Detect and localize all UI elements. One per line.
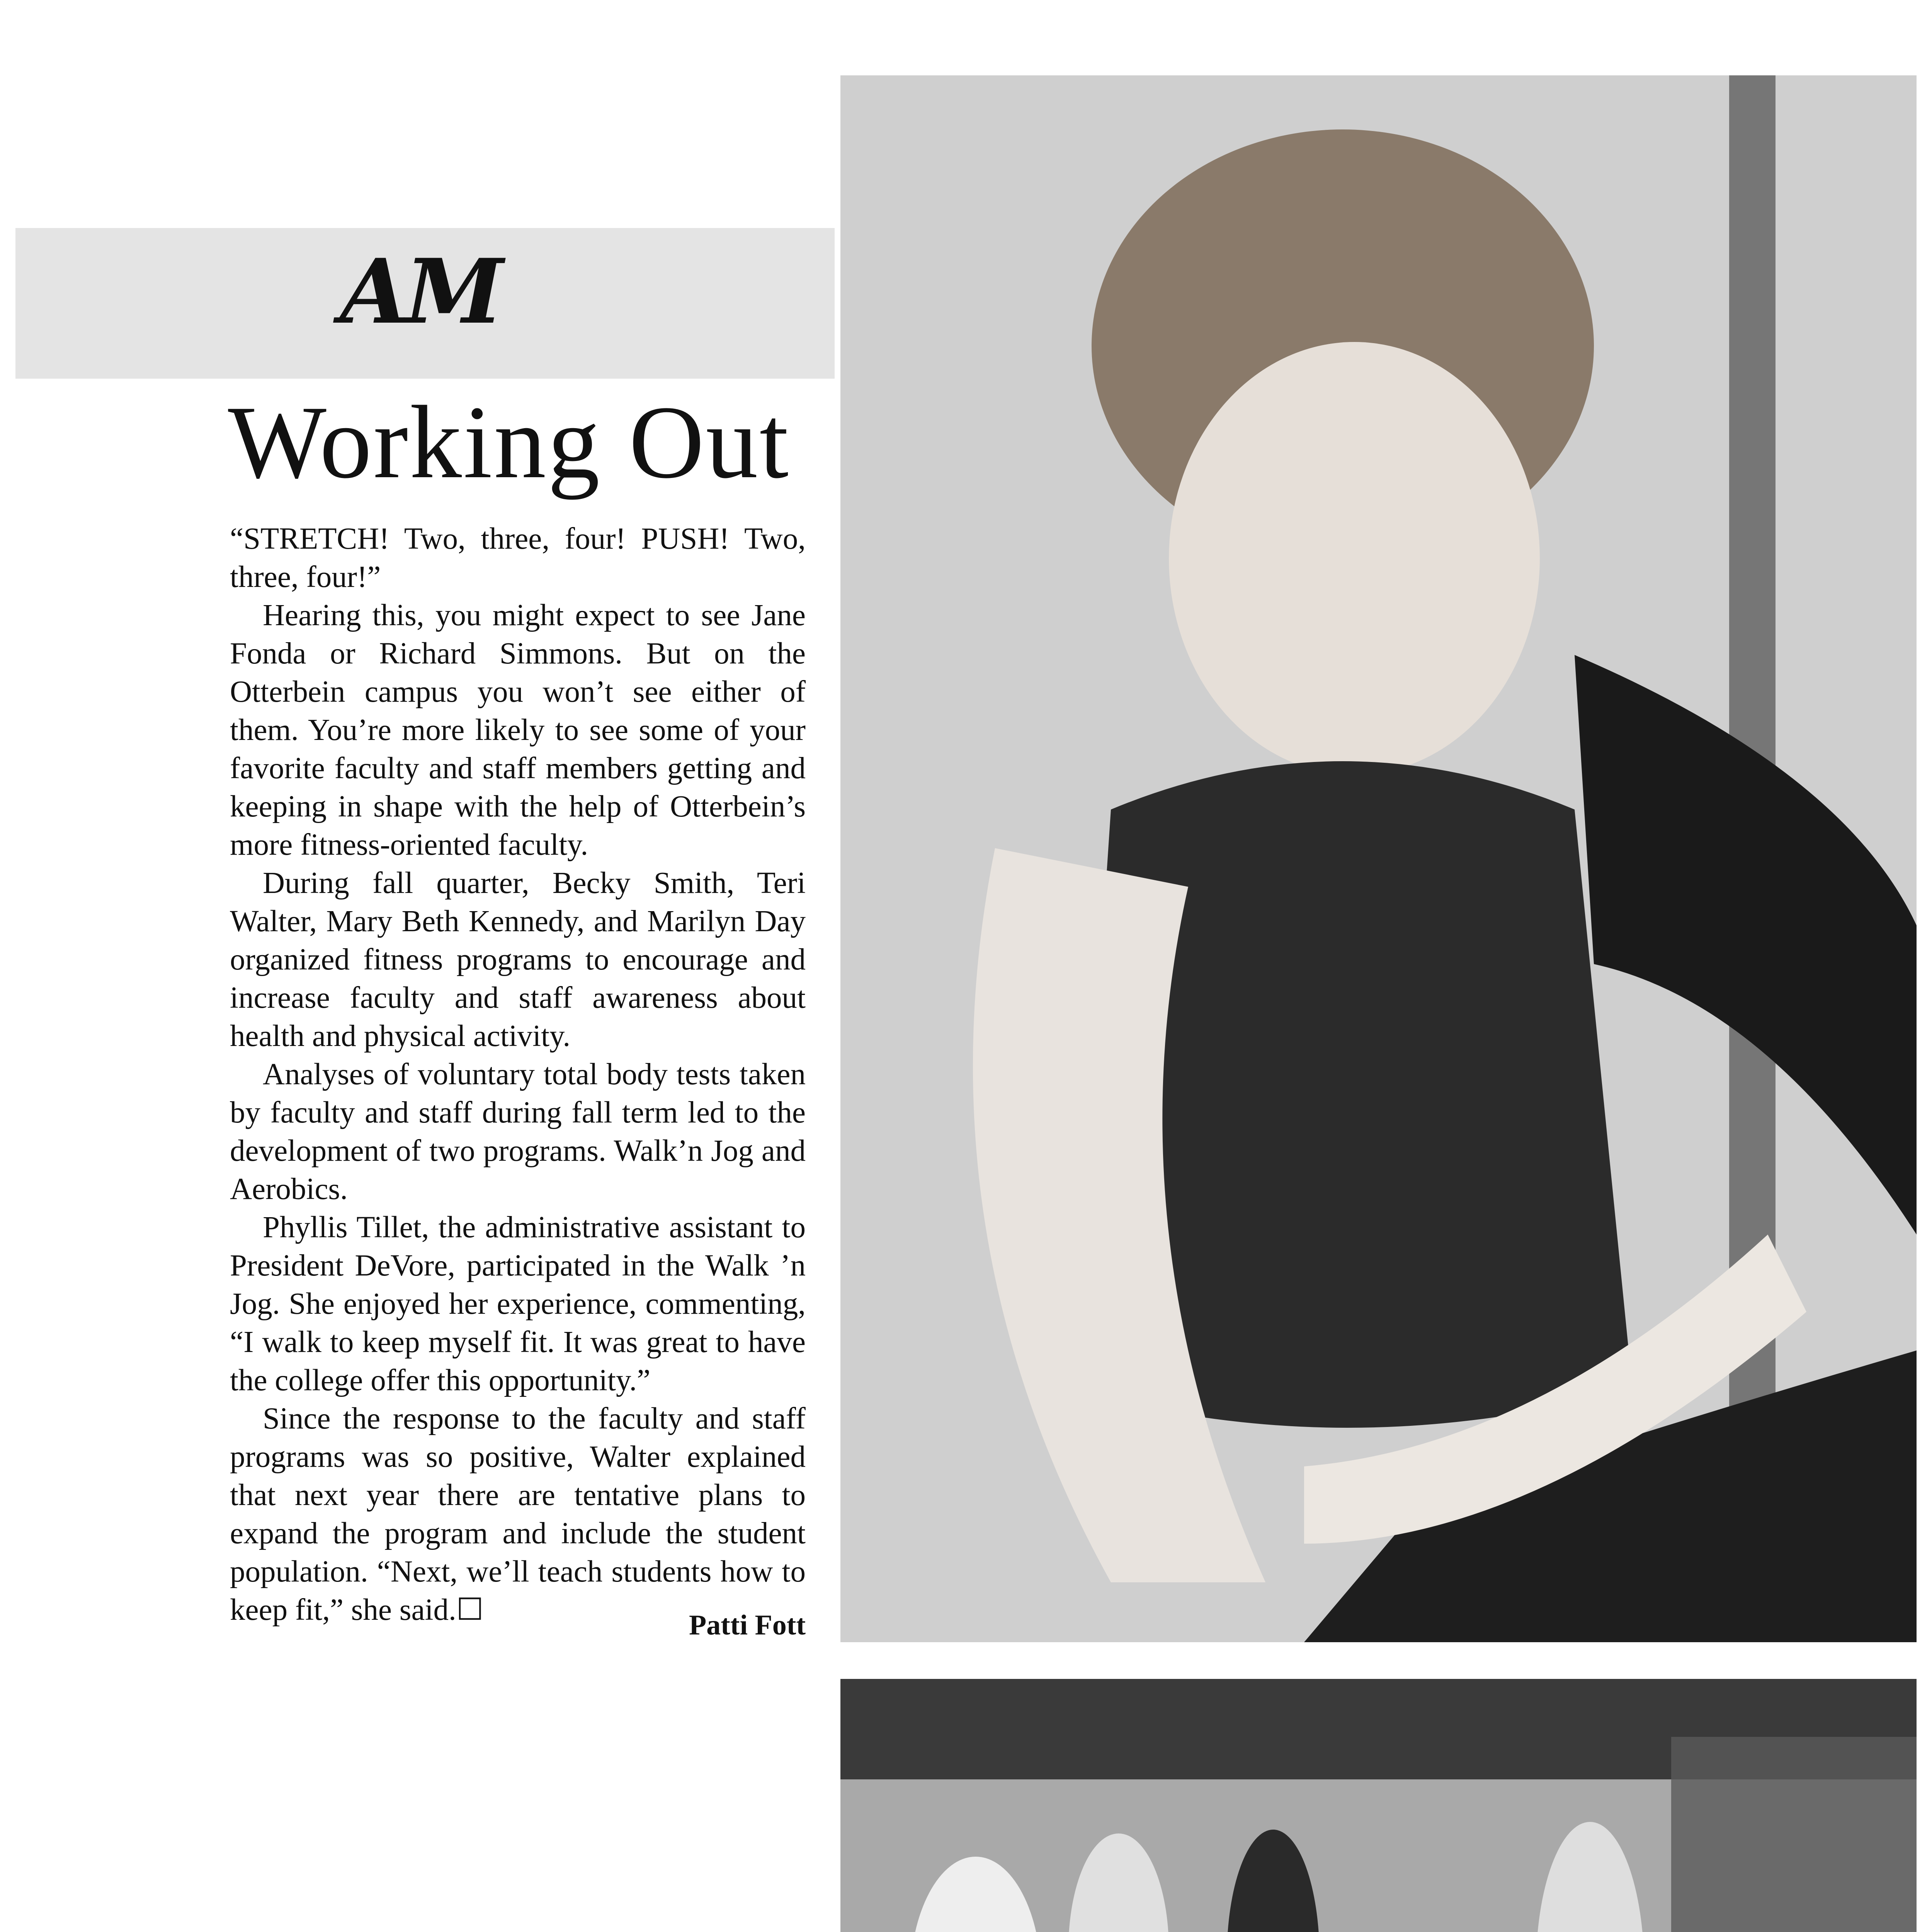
article-paragraph-text: Since the response to the faculty and staff programs was so positive, Walter explained that next year there are tentative plans to expand the program and include the student population. “Next, we’ll teach students how to keep fit,” she said.☐ [230,1402,806,1627]
portrait-photo-illustration [840,75,1917,1642]
photo-instructor-portrait [840,75,1917,1642]
article-body [230,520,806,1641]
article-paragraph: Analyses of voluntary total body tests taken by faculty and staff during fall term led to the development of two programs. Walk’n Jog and Aerobics. [230,1058,806,1206]
article-paragraph: During fall quarter, Becky Smith, Teri Walter, Mary Beth Kennedy, and Marilyn Day organized fitness programs to encourage and increase faculty and staff awareness about health and physical activity. [230,866,806,1053]
article-paragraph: Hearing this, you might expect to see Jane Fonda or Richard Simmons. But on the Otterbein campus you won’t see either of them. You’re more likely to see some of your favorite faculty and staff members getting and keeping in shape with the help of Otterbein’s more fitness-oriented faculty. [230,599,806,862]
photo-faculty-aerobics [840,1679,1917,1932]
page-title: Working Out [228,384,790,500]
article-paragraph-last [230,1400,806,1641]
article-paragraph: Phyllis Tillet, the administrative assistant to President DeVore, participated in the Walk ’n Jog. She enjoyed her experience, commenting, “I walk to keep myself fit. It was great to have the college offer this opportunity.” [230,1211,806,1397]
aerobics-photo-illustration [840,1679,1917,1932]
script-title: AM [340,240,500,344]
byline: Patti Fott [689,1609,806,1641]
article-paragraph: “STRETCH! Two, three, four! PUSH! Two, three, four!” [230,522,806,594]
